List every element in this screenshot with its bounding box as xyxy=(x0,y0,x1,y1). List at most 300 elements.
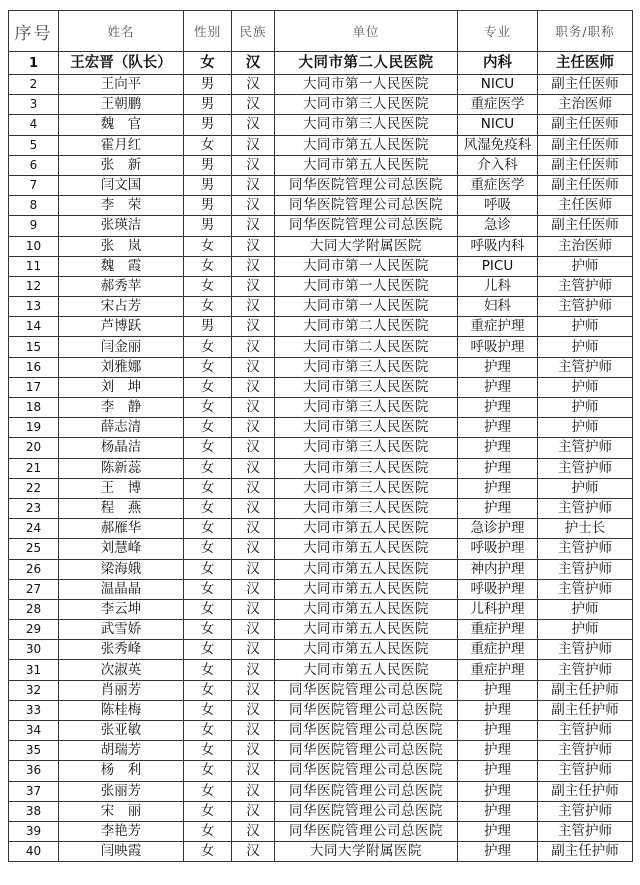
cell-no: 8 xyxy=(9,196,59,216)
table-row xyxy=(9,842,633,862)
cell-gender: 男 xyxy=(184,95,232,115)
cell-title: 主管护师 xyxy=(538,801,633,821)
cell-org: 大同市第二人民医院 xyxy=(275,52,458,75)
header-no: 序号 xyxy=(9,11,59,52)
roster-table xyxy=(8,10,633,862)
cell-name: 陈新蕊 xyxy=(59,458,184,478)
cell-ethnicity: 汉 xyxy=(232,236,275,256)
cell-no: 5 xyxy=(9,135,59,155)
table-row xyxy=(9,498,633,518)
cell-title: 主管护师 xyxy=(538,276,633,296)
roster-sheet xyxy=(8,10,632,862)
cell-specialty: 护理 xyxy=(458,700,538,720)
cell-no: 32 xyxy=(9,680,59,700)
cell-org: 大同市第三人民医院 xyxy=(275,357,458,377)
cell-name: 霍月红 xyxy=(59,135,184,155)
cell-no: 23 xyxy=(9,498,59,518)
cell-ethnicity: 汉 xyxy=(232,721,275,741)
cell-specialty: 重症医学 xyxy=(458,175,538,195)
cell-no: 34 xyxy=(9,721,59,741)
cell-ethnicity: 汉 xyxy=(232,317,275,337)
cell-no: 37 xyxy=(9,781,59,801)
cell-name: 李 荣 xyxy=(59,196,184,216)
cell-gender: 女 xyxy=(184,801,232,821)
cell-specialty: 重症医学 xyxy=(458,95,538,115)
cell-title: 护师 xyxy=(538,337,633,357)
cell-ethnicity: 汉 xyxy=(232,821,275,841)
cell-no: 13 xyxy=(9,297,59,317)
cell-name: 宋 丽 xyxy=(59,801,184,821)
cell-name: 薛志清 xyxy=(59,418,184,438)
table-row xyxy=(9,539,633,559)
cell-org: 同华医院管理公司总医院 xyxy=(275,801,458,821)
cell-specialty: 护理 xyxy=(458,842,538,862)
cell-specialty: 神内护理 xyxy=(458,559,538,579)
cell-org: 大同大学附属医院 xyxy=(275,842,458,862)
cell-org: 同华医院管理公司总医院 xyxy=(275,175,458,195)
cell-title: 护士长 xyxy=(538,519,633,539)
cell-no: 11 xyxy=(9,256,59,276)
cell-name: 肖丽芳 xyxy=(59,680,184,700)
cell-no: 15 xyxy=(9,337,59,357)
cell-ethnicity: 汉 xyxy=(232,95,275,115)
cell-name: 王宏晋（队长） xyxy=(59,52,184,75)
cell-title: 副主任护师 xyxy=(538,781,633,801)
cell-title: 副主任医师 xyxy=(538,115,633,135)
cell-ethnicity: 汉 xyxy=(232,175,275,195)
cell-gender: 男 xyxy=(184,216,232,236)
cell-title: 护师 xyxy=(538,620,633,640)
cell-specialty: 呼吸护理 xyxy=(458,539,538,559)
cell-gender: 女 xyxy=(184,579,232,599)
table-row-leader xyxy=(9,52,633,75)
table-row xyxy=(9,579,633,599)
cell-specialty: 呼吸护理 xyxy=(458,579,538,599)
cell-ethnicity: 汉 xyxy=(232,75,275,95)
cell-name: 温晶晶 xyxy=(59,579,184,599)
cell-name: 李 静 xyxy=(59,398,184,418)
cell-title: 主管护师 xyxy=(538,761,633,781)
cell-no: 6 xyxy=(9,155,59,175)
cell-name: 李云坤 xyxy=(59,599,184,619)
cell-specialty: 护理 xyxy=(458,458,538,478)
cell-org: 大同市第五人民医院 xyxy=(275,559,458,579)
cell-name: 闫映霞 xyxy=(59,842,184,862)
cell-org: 大同市第三人民医院 xyxy=(275,377,458,397)
table-row xyxy=(9,337,633,357)
table-row xyxy=(9,297,633,317)
table-row xyxy=(9,821,633,841)
cell-gender: 女 xyxy=(184,539,232,559)
cell-title: 主任医师 xyxy=(538,196,633,216)
cell-gender: 女 xyxy=(184,478,232,498)
cell-name: 李艳芳 xyxy=(59,821,184,841)
cell-org: 大同市第三人民医院 xyxy=(275,478,458,498)
cell-specialty: 重症护理 xyxy=(458,640,538,660)
table-row xyxy=(9,196,633,216)
table-row xyxy=(9,377,633,397)
table-row xyxy=(9,438,633,458)
cell-title: 副主任医师 xyxy=(538,75,633,95)
cell-title: 主管护师 xyxy=(538,660,633,680)
cell-name: 张秀峰 xyxy=(59,640,184,660)
cell-no: 14 xyxy=(9,317,59,337)
cell-no: 35 xyxy=(9,741,59,761)
cell-name: 胡瑞芳 xyxy=(59,741,184,761)
cell-name: 王朝鹏 xyxy=(59,95,184,115)
cell-name: 刘慧峰 xyxy=(59,539,184,559)
table-row xyxy=(9,458,633,478)
cell-specialty: 儿科护理 xyxy=(458,599,538,619)
table-header-row xyxy=(9,11,633,52)
cell-ethnicity: 汉 xyxy=(232,276,275,296)
cell-no: 19 xyxy=(9,418,59,438)
cell-no: 12 xyxy=(9,276,59,296)
cell-org: 同华医院管理公司总医院 xyxy=(275,821,458,841)
cell-org: 大同市第五人民医院 xyxy=(275,155,458,175)
cell-specialty: 护理 xyxy=(458,721,538,741)
cell-title: 主治医师 xyxy=(538,236,633,256)
cell-gender: 女 xyxy=(184,700,232,720)
cell-ethnicity: 汉 xyxy=(232,52,275,75)
cell-org: 大同市第一人民医院 xyxy=(275,75,458,95)
cell-gender: 女 xyxy=(184,781,232,801)
cell-title: 副主任医师 xyxy=(538,135,633,155)
table-row xyxy=(9,801,633,821)
cell-org: 大同市第五人民医院 xyxy=(275,135,458,155)
cell-ethnicity: 汉 xyxy=(232,498,275,518)
cell-title: 护师 xyxy=(538,599,633,619)
cell-org: 大同市第三人民医院 xyxy=(275,398,458,418)
cell-ethnicity: 汉 xyxy=(232,398,275,418)
cell-no: 26 xyxy=(9,559,59,579)
cell-no: 33 xyxy=(9,700,59,720)
cell-name: 次淑英 xyxy=(59,660,184,680)
cell-name: 芦博跃 xyxy=(59,317,184,337)
cell-specialty: 护理 xyxy=(458,418,538,438)
cell-gender: 女 xyxy=(184,721,232,741)
cell-specialty: 介入科 xyxy=(458,155,538,175)
cell-specialty: 护理 xyxy=(458,781,538,801)
table-row xyxy=(9,721,633,741)
cell-ethnicity: 汉 xyxy=(232,640,275,660)
cell-specialty: 呼吸 xyxy=(458,196,538,216)
cell-title: 护师 xyxy=(538,317,633,337)
table-row xyxy=(9,640,633,660)
cell-ethnicity: 汉 xyxy=(232,559,275,579)
cell-title: 主管护师 xyxy=(538,458,633,478)
cell-no: 1 xyxy=(9,52,59,75)
cell-gender: 男 xyxy=(184,155,232,175)
cell-no: 30 xyxy=(9,640,59,660)
cell-specialty: NICU xyxy=(458,115,538,135)
cell-gender: 女 xyxy=(184,357,232,377)
table-row xyxy=(9,155,633,175)
cell-org: 大同市第五人民医院 xyxy=(275,539,458,559)
cell-ethnicity: 汉 xyxy=(232,700,275,720)
table-row xyxy=(9,741,633,761)
table-row xyxy=(9,680,633,700)
cell-name: 梁海娥 xyxy=(59,559,184,579)
header-specialty: 专业 xyxy=(458,11,538,52)
cell-name: 武雪娇 xyxy=(59,620,184,640)
cell-title: 护师 xyxy=(538,256,633,276)
cell-name: 张 新 xyxy=(59,155,184,175)
cell-ethnicity: 汉 xyxy=(232,620,275,640)
table-row xyxy=(9,761,633,781)
cell-specialty: 重症护理 xyxy=(458,317,538,337)
cell-title: 护师 xyxy=(538,398,633,418)
cell-ethnicity: 汉 xyxy=(232,418,275,438)
cell-gender: 女 xyxy=(184,337,232,357)
table-row xyxy=(9,418,633,438)
cell-name: 魏 霞 xyxy=(59,256,184,276)
cell-gender: 女 xyxy=(184,821,232,841)
cell-gender: 女 xyxy=(184,377,232,397)
cell-name: 宋占芳 xyxy=(59,297,184,317)
cell-gender: 男 xyxy=(184,196,232,216)
cell-specialty: PICU xyxy=(458,256,538,276)
cell-no: 24 xyxy=(9,519,59,539)
header-title: 职务/职称 xyxy=(538,11,633,52)
cell-ethnicity: 汉 xyxy=(232,761,275,781)
cell-specialty: 重症护理 xyxy=(458,620,538,640)
table-row xyxy=(9,478,633,498)
cell-title: 主管护师 xyxy=(538,297,633,317)
cell-gender: 女 xyxy=(184,458,232,478)
cell-specialty: 护理 xyxy=(458,761,538,781)
cell-specialty: 妇科 xyxy=(458,297,538,317)
cell-specialty: 护理 xyxy=(458,498,538,518)
cell-no: 40 xyxy=(9,842,59,862)
table-row xyxy=(9,357,633,377)
cell-gender: 男 xyxy=(184,75,232,95)
cell-specialty: 护理 xyxy=(458,377,538,397)
cell-no: 18 xyxy=(9,398,59,418)
cell-specialty: 护理 xyxy=(458,398,538,418)
cell-no: 39 xyxy=(9,821,59,841)
table-row xyxy=(9,599,633,619)
cell-org: 大同市第三人民医院 xyxy=(275,418,458,438)
cell-gender: 女 xyxy=(184,398,232,418)
cell-no: 22 xyxy=(9,478,59,498)
table-row xyxy=(9,256,633,276)
cell-ethnicity: 汉 xyxy=(232,781,275,801)
cell-title: 副主任医师 xyxy=(538,216,633,236)
cell-gender: 女 xyxy=(184,256,232,276)
cell-no: 9 xyxy=(9,216,59,236)
cell-org: 大同市第五人民医院 xyxy=(275,519,458,539)
cell-title: 主管护师 xyxy=(538,559,633,579)
cell-org: 大同市第五人民医院 xyxy=(275,640,458,660)
cell-name: 王 博 xyxy=(59,478,184,498)
cell-title: 副主任护师 xyxy=(538,680,633,700)
cell-specialty: 护理 xyxy=(458,357,538,377)
cell-name: 魏 官 xyxy=(59,115,184,135)
cell-specialty: 护理 xyxy=(458,801,538,821)
cell-no: 16 xyxy=(9,357,59,377)
cell-no: 17 xyxy=(9,377,59,397)
cell-no: 36 xyxy=(9,761,59,781)
table-row xyxy=(9,276,633,296)
cell-title: 副主任护师 xyxy=(538,842,633,862)
table-row xyxy=(9,95,633,115)
cell-no: 7 xyxy=(9,175,59,195)
cell-org: 同华医院管理公司总医院 xyxy=(275,196,458,216)
cell-ethnicity: 汉 xyxy=(232,519,275,539)
table-row xyxy=(9,519,633,539)
cell-org: 大同市第一人民医院 xyxy=(275,256,458,276)
cell-title: 主管护师 xyxy=(538,721,633,741)
cell-no: 10 xyxy=(9,236,59,256)
cell-ethnicity: 汉 xyxy=(232,135,275,155)
cell-name: 王向平 xyxy=(59,75,184,95)
cell-gender: 女 xyxy=(184,276,232,296)
cell-gender: 女 xyxy=(184,620,232,640)
cell-ethnicity: 汉 xyxy=(232,680,275,700)
cell-specialty: 呼吸内科 xyxy=(458,236,538,256)
cell-title: 主管护师 xyxy=(538,438,633,458)
cell-name: 郝秀苹 xyxy=(59,276,184,296)
cell-title: 主管护师 xyxy=(538,498,633,518)
cell-ethnicity: 汉 xyxy=(232,599,275,619)
cell-org: 大同市第三人民医院 xyxy=(275,438,458,458)
cell-specialty: 护理 xyxy=(458,821,538,841)
cell-title: 副主任医师 xyxy=(538,155,633,175)
cell-title: 主治医师 xyxy=(538,95,633,115)
table-row xyxy=(9,115,633,135)
cell-specialty: 重症护理 xyxy=(458,660,538,680)
table-row xyxy=(9,660,633,680)
cell-org: 大同市第二人民医院 xyxy=(275,317,458,337)
cell-gender: 女 xyxy=(184,761,232,781)
cell-name: 闫金丽 xyxy=(59,337,184,357)
cell-org: 同华医院管理公司总医院 xyxy=(275,680,458,700)
table-row xyxy=(9,75,633,95)
cell-ethnicity: 汉 xyxy=(232,539,275,559)
cell-name: 张亚敏 xyxy=(59,721,184,741)
cell-specialty: 内科 xyxy=(458,52,538,75)
cell-no: 25 xyxy=(9,539,59,559)
cell-org: 大同市第五人民医院 xyxy=(275,579,458,599)
cell-no: 38 xyxy=(9,801,59,821)
cell-no: 3 xyxy=(9,95,59,115)
cell-ethnicity: 汉 xyxy=(232,438,275,458)
cell-title: 主管护师 xyxy=(538,579,633,599)
table-row xyxy=(9,559,633,579)
cell-no: 31 xyxy=(9,660,59,680)
cell-title: 护师 xyxy=(538,418,633,438)
cell-specialty: 呼吸护理 xyxy=(458,337,538,357)
cell-gender: 女 xyxy=(184,52,232,75)
cell-specialty: 风湿免疫科 xyxy=(458,135,538,155)
cell-org: 大同市第五人民医院 xyxy=(275,599,458,619)
cell-ethnicity: 汉 xyxy=(232,297,275,317)
cell-ethnicity: 汉 xyxy=(232,256,275,276)
cell-name: 杨晶洁 xyxy=(59,438,184,458)
cell-org: 同华医院管理公司总医院 xyxy=(275,700,458,720)
cell-name: 张丽芳 xyxy=(59,781,184,801)
cell-name: 程 燕 xyxy=(59,498,184,518)
cell-no: 4 xyxy=(9,115,59,135)
cell-specialty: 护理 xyxy=(458,680,538,700)
cell-name: 刘雅娜 xyxy=(59,357,184,377)
cell-specialty: 儿科 xyxy=(458,276,538,296)
table-row xyxy=(9,620,633,640)
cell-name: 郝雁华 xyxy=(59,519,184,539)
table-row xyxy=(9,236,633,256)
cell-ethnicity: 汉 xyxy=(232,357,275,377)
cell-ethnicity: 汉 xyxy=(232,842,275,862)
cell-org: 大同大学附属医院 xyxy=(275,236,458,256)
cell-gender: 男 xyxy=(184,175,232,195)
cell-org: 大同市第二人民医院 xyxy=(275,337,458,357)
cell-title: 护师 xyxy=(538,478,633,498)
cell-org: 同华医院管理公司总医院 xyxy=(275,781,458,801)
cell-org: 同华医院管理公司总医院 xyxy=(275,216,458,236)
cell-specialty: 护理 xyxy=(458,741,538,761)
cell-gender: 女 xyxy=(184,660,232,680)
cell-title: 主管护师 xyxy=(538,821,633,841)
cell-title: 主管护师 xyxy=(538,539,633,559)
table-row xyxy=(9,216,633,236)
table-row xyxy=(9,398,633,418)
cell-org: 同华医院管理公司总医院 xyxy=(275,721,458,741)
cell-ethnicity: 汉 xyxy=(232,579,275,599)
cell-gender: 女 xyxy=(184,297,232,317)
cell-name: 张 岚 xyxy=(59,236,184,256)
cell-name: 刘 坤 xyxy=(59,377,184,397)
cell-gender: 女 xyxy=(184,842,232,862)
cell-no: 27 xyxy=(9,579,59,599)
cell-no: 29 xyxy=(9,620,59,640)
cell-ethnicity: 汉 xyxy=(232,801,275,821)
cell-no: 28 xyxy=(9,599,59,619)
cell-title: 主管护师 xyxy=(538,741,633,761)
cell-org: 同华医院管理公司总医院 xyxy=(275,761,458,781)
cell-org: 大同市第三人民医院 xyxy=(275,498,458,518)
cell-ethnicity: 汉 xyxy=(232,377,275,397)
table-row xyxy=(9,781,633,801)
cell-specialty: 护理 xyxy=(458,478,538,498)
cell-ethnicity: 汉 xyxy=(232,458,275,478)
cell-gender: 女 xyxy=(184,498,232,518)
cell-specialty: 急诊 xyxy=(458,216,538,236)
cell-ethnicity: 汉 xyxy=(232,478,275,498)
cell-ethnicity: 汉 xyxy=(232,660,275,680)
cell-gender: 女 xyxy=(184,559,232,579)
table-row xyxy=(9,700,633,720)
cell-no: 20 xyxy=(9,438,59,458)
cell-gender: 女 xyxy=(184,418,232,438)
cell-org: 同华医院管理公司总医院 xyxy=(275,741,458,761)
cell-specialty: 护理 xyxy=(458,438,538,458)
cell-org: 大同市第五人民医院 xyxy=(275,660,458,680)
cell-name: 闫文国 xyxy=(59,175,184,195)
cell-ethnicity: 汉 xyxy=(232,216,275,236)
cell-gender: 男 xyxy=(184,115,232,135)
header-ethnicity: 民族 xyxy=(232,11,275,52)
cell-ethnicity: 汉 xyxy=(232,741,275,761)
table-row xyxy=(9,317,633,337)
cell-gender: 女 xyxy=(184,680,232,700)
cell-ethnicity: 汉 xyxy=(232,155,275,175)
cell-org: 大同市第三人民医院 xyxy=(275,115,458,135)
cell-name: 杨 利 xyxy=(59,761,184,781)
cell-org: 大同市第一人民医院 xyxy=(275,276,458,296)
cell-ethnicity: 汉 xyxy=(232,337,275,357)
cell-specialty: NICU xyxy=(458,75,538,95)
